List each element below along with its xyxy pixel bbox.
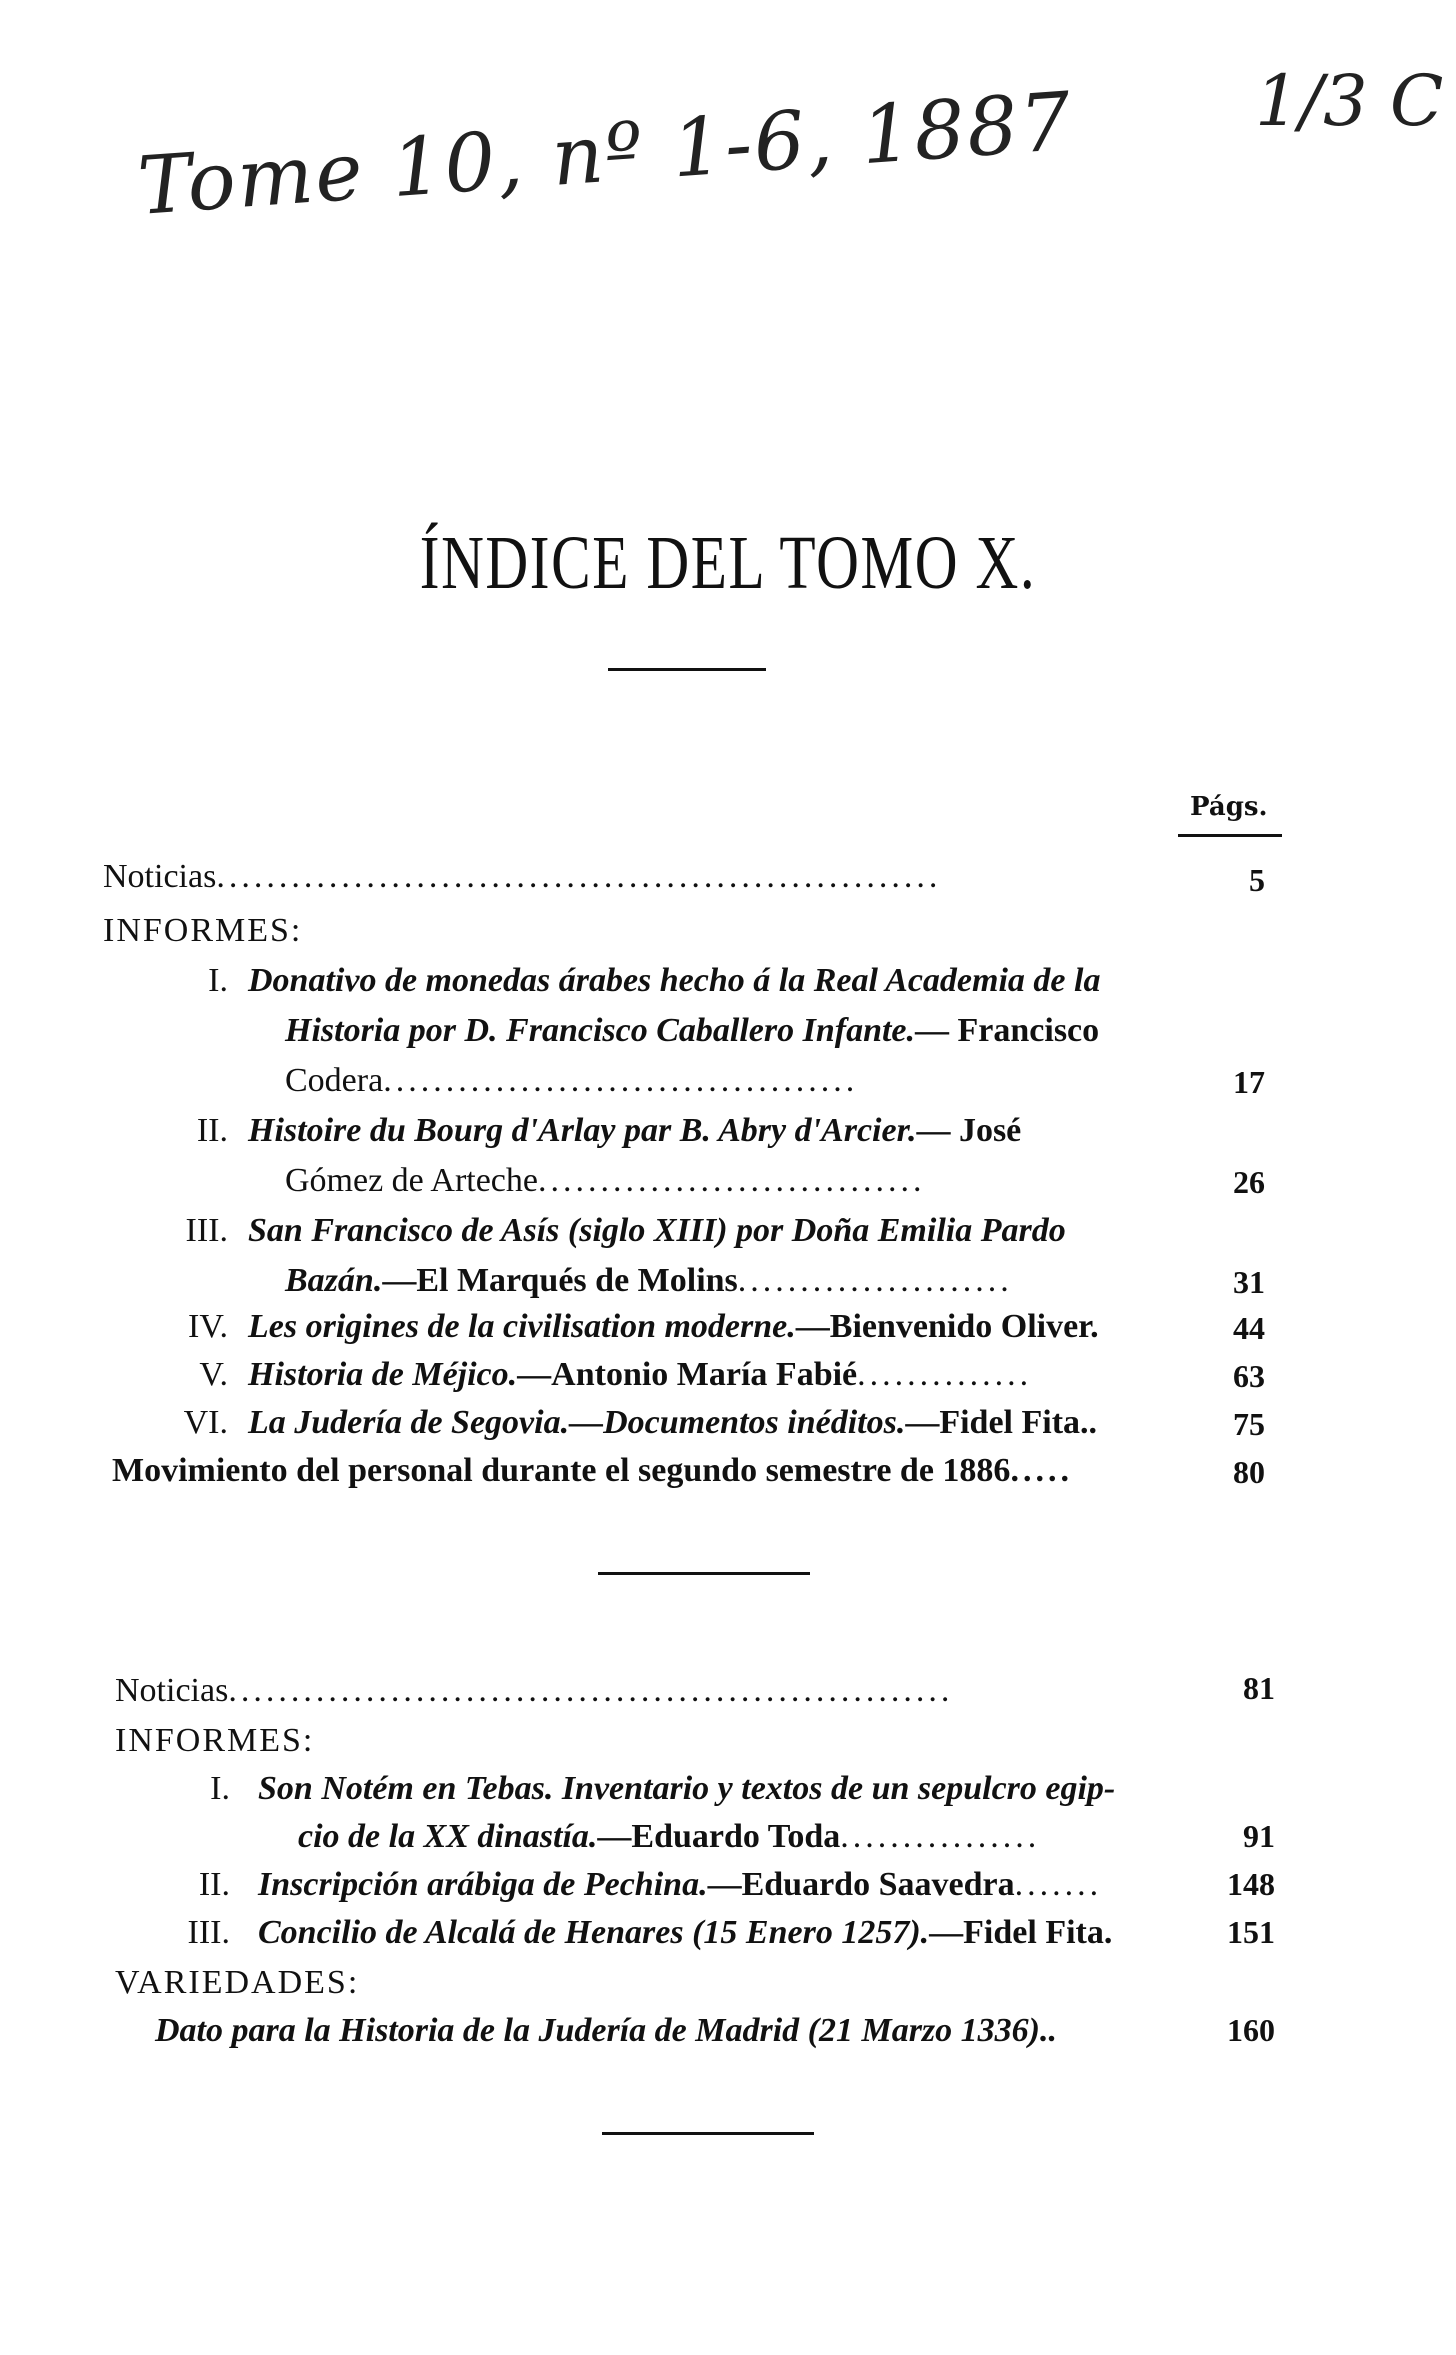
entry-1-1-line3: Codera...................................... — [285, 1062, 859, 1099]
handwritten-volume-note: Tome 10, nº 1-6, 1887 — [135, 74, 1076, 233]
entry-2-1-line2: cio de la XX dinastía.—Eduardo Toda................ — [298, 1818, 1041, 1855]
entry-1-1-page: 17 — [1233, 1064, 1265, 1100]
entry-1-6-roman: VI. — [183, 1404, 228, 1441]
entry-2-3-roman: III. — [187, 1914, 230, 1951]
movimiento-page: 80 — [1233, 1454, 1265, 1490]
entry-1-1-line2: Historia por D. Francisco Caballero Infante.— Francisco — [285, 1012, 1100, 1049]
bottom-divider — [602, 2132, 814, 2135]
entry-2-1-roman: I. — [210, 1770, 230, 1807]
entry-1-3-page: 31 — [1233, 1264, 1265, 1300]
variedades-heading: VARIEDADES: — [115, 1964, 360, 2001]
page-title: ÍNDICE DEL TOMO X. — [419, 521, 1037, 605]
entry-2-2-page: 148 — [1227, 1866, 1275, 1902]
entry-1-1-line1: Donativo de monedas árabes hecho á la Real Academia de la — [248, 962, 1101, 999]
handwritten-corner-note: 1/3 C — [1255, 60, 1444, 142]
entry-1-4-page: 44 — [1233, 1310, 1265, 1346]
section-divider — [598, 1572, 810, 1575]
entry-2-2-roman: II. — [198, 1866, 230, 1903]
noticias-1-label: Noticias — [103, 858, 217, 895]
noticias-2-label: Noticias — [115, 1672, 229, 1709]
noticias-1: Noticias.......................................................... — [103, 858, 942, 895]
entry-1-5-page: 63 — [1233, 1358, 1265, 1394]
entry-1-6-line1: La Judería de Segovia.—Documentos inéditos.—Fidel Fita.. — [248, 1404, 1098, 1441]
title-divider — [608, 668, 766, 671]
entry-2-1-page: 91 — [1243, 1818, 1275, 1854]
entry-1-4-roman: IV. — [188, 1308, 228, 1345]
noticias-2: Noticias.......................................................... — [115, 1672, 954, 1709]
entry-1-2-line1: Histoire du Bourg d'Arlay par B. Abry d'Arcier.— José — [248, 1112, 1022, 1149]
entry-1-2-line2: Gómez de Arteche............................... — [285, 1162, 926, 1199]
entry-2-1-line1: Son Notém en Tebas. Inventario y textos de un sepulcro egip- — [258, 1770, 1116, 1807]
noticias-2-page: 81 — [1243, 1670, 1275, 1706]
entry-1-3-line2: Bazán.—El Marqués de Molins...................... — [285, 1262, 1013, 1299]
movimiento-line: Movimiento del personal durante el segundo semestre de 1886..... — [112, 1452, 1073, 1489]
pages-header-underline — [1178, 834, 1282, 837]
entry-2-3-page: 151 — [1227, 1914, 1275, 1950]
entry-1-2-page: 26 — [1233, 1164, 1265, 1200]
entry-2-2-line1: Inscripción arábiga de Pechina.—Eduardo Saavedra....... — [258, 1866, 1103, 1903]
entry-1-6-page: 75 — [1233, 1406, 1265, 1442]
entry-1-4-line1: Les origines de la civilisation moderne.—Bienvenido Oliver. — [248, 1308, 1099, 1345]
variedades-page: 160 — [1227, 2012, 1275, 2048]
pages-column-header: Págs. — [1190, 792, 1268, 822]
entry-1-2-roman: II. — [196, 1112, 228, 1149]
noticias-1-page: 5 — [1249, 862, 1265, 898]
entry-1-1-roman: I. — [208, 962, 228, 999]
entry-1-3-line1: San Francisco de Asís (siglo XIII) por Doña Emilia Pardo — [248, 1212, 1066, 1249]
entry-2-3-line1: Concilio de Alcalá de Henares (15 Enero 1257).—Fidel Fita. — [258, 1914, 1113, 1951]
entry-1-5-line1: Historia de Méjico.—Antonio María Fabié.............. — [248, 1356, 1033, 1393]
informes-2-heading: INFORMES: — [115, 1722, 315, 1759]
entry-1-3-roman: III. — [185, 1212, 228, 1249]
variedades-entry: Dato para la Historia de la Judería de Madrid (21 Marzo 1336).. — [155, 2012, 1057, 2049]
entry-1-5-roman: V. — [199, 1356, 228, 1393]
informes-1-heading: INFORMES: — [103, 912, 303, 949]
